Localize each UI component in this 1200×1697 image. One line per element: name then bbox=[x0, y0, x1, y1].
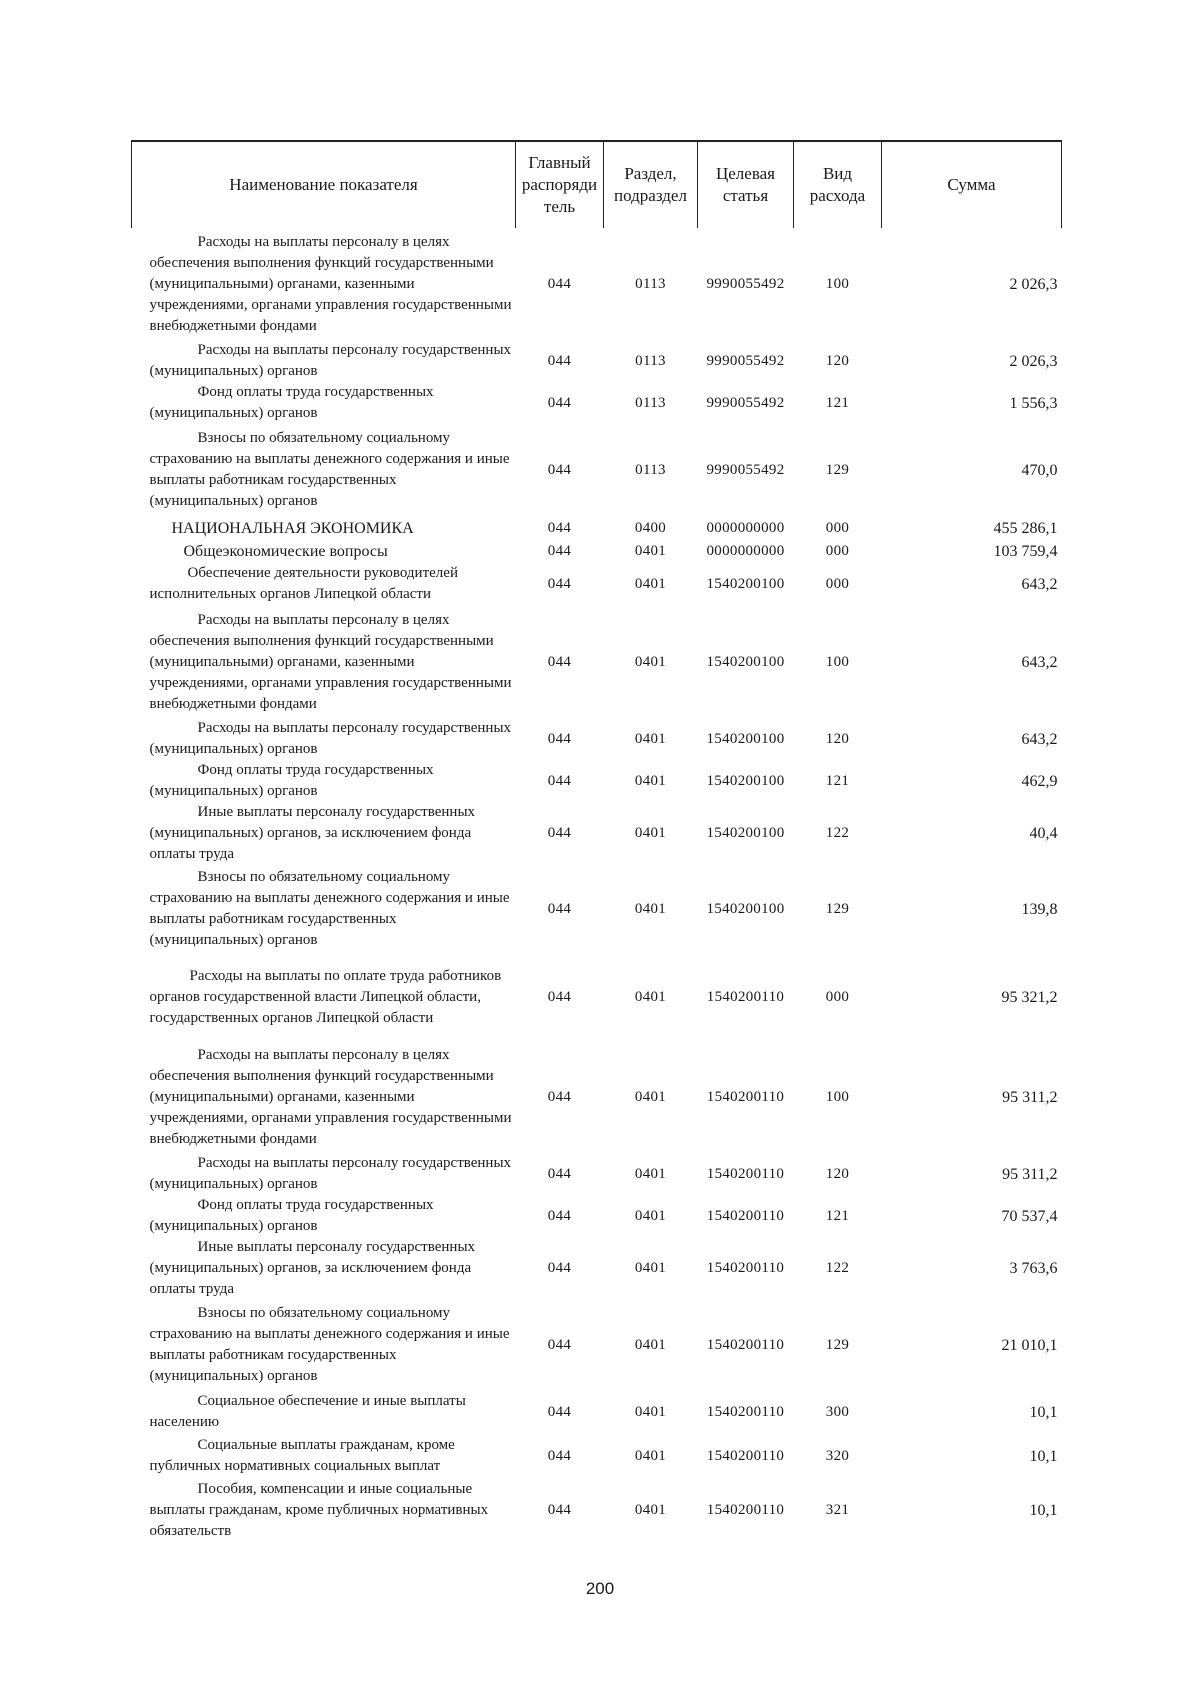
row-kind: 100 bbox=[825, 275, 850, 292]
row-section: 0401 bbox=[634, 1260, 667, 1276]
row-target: 0000000000 bbox=[706, 519, 785, 536]
row-section: 0401 bbox=[634, 1207, 667, 1224]
row-kind: 129 bbox=[825, 1336, 850, 1353]
row-section: 0401 bbox=[634, 730, 667, 747]
table-row bbox=[132, 953, 1062, 1041]
row-name: Обеспечение деятельности руководителей исполнительных органов Липецкой области bbox=[149, 565, 458, 602]
row-target: 1540200110 bbox=[706, 1501, 785, 1518]
row-gr: 044 bbox=[547, 275, 572, 292]
row-name: Расходы на выплаты персоналу государственных (муниципальных) органов bbox=[149, 342, 512, 379]
row-target: 1540200100 bbox=[706, 730, 785, 747]
row-name: Общеэкономические вопросы bbox=[183, 542, 388, 560]
row-target: 9990055492 bbox=[706, 352, 785, 369]
table-row bbox=[132, 865, 1062, 953]
row-name: НАЦИОНАЛЬНАЯ ЭКОНОМИКА bbox=[171, 519, 414, 537]
row-name: Пособия, компенсации и иные социальные выплаты гражданам, кроме публичных нормативных обязательств bbox=[149, 1480, 489, 1539]
budget-table bbox=[131, 140, 1062, 1542]
row-gr: 044 bbox=[547, 772, 572, 789]
row-sum: 40,4 bbox=[1029, 825, 1058, 842]
page-number: 200 bbox=[585, 1579, 615, 1598]
row-kind: 000 bbox=[825, 988, 850, 1005]
row-section: 0113 bbox=[635, 352, 666, 369]
row-name: Расходы на выплаты по оплате труда работников органов государственной власти Липецкой области, государственных органов Липецкой области bbox=[149, 967, 502, 1026]
row-section: 0400 bbox=[634, 519, 667, 536]
table-row bbox=[132, 760, 1062, 802]
table-row bbox=[132, 516, 1062, 540]
row-name: Расходы на выплаты персоналу в целях обеспечения выполнения функций государственными (муниципальными) органами, казенными учреждениями, органами управления государственными внебюджетными фондами bbox=[149, 1046, 512, 1147]
table-row bbox=[132, 1237, 1062, 1300]
row-gr: 044 bbox=[547, 825, 572, 841]
row-section: 0401 bbox=[634, 900, 667, 917]
row-target: 1540200100 bbox=[706, 900, 785, 917]
row-kind: 000 bbox=[825, 519, 850, 536]
row-sum: 2 026,3 bbox=[1009, 352, 1058, 370]
row-kind: 300 bbox=[825, 1403, 850, 1420]
row-gr: 044 bbox=[547, 730, 572, 747]
table-header bbox=[132, 141, 1062, 228]
row-gr: 044 bbox=[547, 394, 572, 411]
row-gr: 044 bbox=[547, 575, 572, 592]
row-kind: 121 bbox=[825, 394, 850, 411]
row-target: 1540200100 bbox=[706, 575, 785, 592]
row-section: 0113 bbox=[635, 275, 666, 292]
row-name: Фонд оплаты труда государственных (муниципальных) органов bbox=[149, 1197, 434, 1234]
row-sum: 95 311,2 bbox=[1002, 1165, 1058, 1183]
header-kind: Вид расхода bbox=[794, 141, 882, 228]
row-gr: 044 bbox=[547, 653, 572, 670]
row-kind: 100 bbox=[825, 653, 850, 670]
row-sum: 103 759,4 bbox=[993, 542, 1058, 560]
row-kind: 120 bbox=[825, 730, 850, 747]
row-name: Взносы по обязательному социальному страхованию на выплаты денежного содержания и иные выплаты работникам государственных (муниципальных) органов bbox=[149, 1305, 510, 1384]
row-gr: 044 bbox=[547, 1336, 572, 1353]
row-target: 1540200110 bbox=[706, 1207, 785, 1224]
row-section: 0401 bbox=[634, 825, 667, 841]
row-gr: 044 bbox=[547, 1447, 572, 1464]
table-row bbox=[132, 340, 1062, 382]
row-section: 0401 bbox=[634, 988, 667, 1005]
header-sum: Сумма bbox=[882, 141, 1062, 228]
row-name: Иные выплаты персоналу государственных (муниципальных) органов, за исключением фонда оплаты труда bbox=[149, 804, 476, 862]
row-gr: 044 bbox=[547, 1260, 572, 1276]
table-row bbox=[132, 802, 1062, 865]
row-kind: 321 bbox=[825, 1501, 850, 1518]
row-kind: 129 bbox=[825, 461, 850, 478]
row-name: Взносы по обязательному социальному страхованию на выплаты денежного содержания и иные выплаты работникам государственных (муниципальных) органов bbox=[149, 430, 510, 509]
row-target: 1540200100 bbox=[706, 772, 785, 789]
row-name: Социальное обеспечение и иные выплаты населению bbox=[149, 1393, 466, 1430]
row-sum: 139,8 bbox=[1021, 900, 1058, 918]
row-section: 0401 bbox=[634, 1088, 667, 1105]
row-name: Фонд оплаты труда государственных (муниципальных) органов bbox=[149, 384, 434, 421]
row-kind: 120 bbox=[825, 1165, 850, 1182]
row-target: 1540200110 bbox=[706, 988, 785, 1005]
row-sum: 462,9 bbox=[1021, 772, 1058, 790]
row-target: 1540200110 bbox=[706, 1088, 785, 1105]
row-section: 0113 bbox=[635, 394, 666, 411]
row-kind: 122 bbox=[825, 825, 850, 841]
row-section: 0113 bbox=[635, 461, 666, 478]
row-gr: 044 bbox=[547, 1403, 572, 1420]
table-row bbox=[132, 562, 1062, 606]
row-sum: 470,0 bbox=[1021, 461, 1058, 479]
row-name: Иные выплаты персоналу государственных (муниципальных) органов, за исключением фонда оплаты труда bbox=[149, 1239, 476, 1297]
row-sum: 10,1 bbox=[1029, 1447, 1058, 1465]
table-row bbox=[132, 382, 1062, 424]
row-kind: 121 bbox=[825, 1207, 850, 1224]
row-kind: 121 bbox=[825, 772, 850, 789]
row-sum: 2 026,3 bbox=[1009, 275, 1058, 293]
row-gr: 044 bbox=[547, 1501, 572, 1518]
table-row bbox=[132, 1153, 1062, 1195]
row-gr: 044 bbox=[547, 988, 572, 1005]
row-sum: 10,1 bbox=[1029, 1501, 1058, 1519]
header-target: Целевая статья bbox=[698, 141, 794, 228]
row-name: Расходы на выплаты персоналу в целях обеспечения выполнения функций государственными (муниципальными) органами, казенными учреждениями, органами управления государственными внебюджетными фондами bbox=[149, 611, 512, 712]
row-target: 1540200110 bbox=[706, 1165, 785, 1182]
row-target: 1540200100 bbox=[706, 653, 785, 670]
table-row bbox=[132, 1041, 1062, 1153]
row-section: 0401 bbox=[634, 772, 667, 789]
row-name: Расходы на выплаты персоналу государственных (муниципальных) органов bbox=[149, 720, 512, 757]
row-target: 1540200110 bbox=[706, 1403, 785, 1420]
row-target: 1540200110 bbox=[706, 1336, 785, 1353]
row-section: 0401 bbox=[634, 575, 667, 592]
row-sum: 643,2 bbox=[1021, 653, 1058, 671]
row-name: Расходы на выплаты персоналу в целях обеспечения выполнения функций государственными (муниципальными) органами, казенными учреждениями, органами управления государственными внебюджетными фондами bbox=[149, 233, 512, 334]
row-kind: 129 bbox=[825, 900, 850, 917]
row-sum: 95 311,2 bbox=[1002, 1088, 1058, 1106]
row-gr: 044 bbox=[547, 1088, 572, 1105]
row-sum: 3 763,6 bbox=[1009, 1260, 1058, 1277]
table-row bbox=[132, 1390, 1062, 1434]
row-section: 0401 bbox=[634, 1336, 667, 1353]
row-section: 0401 bbox=[634, 1447, 667, 1464]
row-section: 0401 bbox=[634, 1501, 667, 1518]
row-section: 0401 bbox=[634, 653, 667, 670]
row-gr: 044 bbox=[547, 352, 572, 369]
row-target: 0000000000 bbox=[706, 542, 785, 559]
table-row bbox=[132, 540, 1062, 562]
row-target: 1540200100 bbox=[706, 825, 785, 841]
row-target: 9990055492 bbox=[706, 275, 785, 292]
row-kind: 122 bbox=[825, 1260, 850, 1276]
row-kind: 000 bbox=[825, 575, 850, 592]
row-target: 1540200110 bbox=[706, 1260, 785, 1276]
row-sum: 643,2 bbox=[1021, 730, 1058, 748]
row-gr: 044 bbox=[547, 542, 572, 559]
header-name: Наименование показателя bbox=[132, 141, 516, 228]
row-target: 1540200110 bbox=[706, 1447, 785, 1464]
row-sum: 70 537,4 bbox=[1001, 1207, 1058, 1225]
table-row bbox=[132, 1195, 1062, 1237]
row-target: 9990055492 bbox=[706, 394, 785, 411]
row-gr: 044 bbox=[547, 1165, 572, 1182]
row-section: 0401 bbox=[634, 542, 667, 559]
table-row bbox=[132, 718, 1062, 760]
header-section: Раздел, подраздел bbox=[604, 141, 698, 228]
row-gr: 044 bbox=[547, 900, 572, 917]
row-sum: 455 286,1 bbox=[993, 519, 1058, 537]
table-row bbox=[132, 606, 1062, 718]
table-row bbox=[132, 424, 1062, 516]
row-sum: 643,2 bbox=[1021, 575, 1058, 593]
table-row bbox=[132, 1300, 1062, 1390]
table-body bbox=[132, 228, 1062, 1542]
header-gr: Главный распоряди тель bbox=[516, 141, 604, 228]
row-section: 0401 bbox=[634, 1165, 667, 1182]
row-kind: 000 bbox=[825, 542, 850, 559]
row-name: Расходы на выплаты персоналу государственных (муниципальных) органов bbox=[149, 1155, 512, 1192]
row-name: Взносы по обязательному социальному страхованию на выплаты денежного содержания и иные выплаты работникам государственных (муниципальных) органов bbox=[149, 869, 510, 948]
table-row bbox=[132, 228, 1062, 340]
row-gr: 044 bbox=[547, 461, 572, 478]
row-sum: 10,1 bbox=[1029, 1403, 1058, 1421]
row-name: Фонд оплаты труда государственных (муниципальных) органов bbox=[149, 762, 434, 799]
row-sum: 21 010,1 bbox=[1001, 1336, 1058, 1354]
row-kind: 320 bbox=[825, 1447, 850, 1464]
table-row bbox=[132, 1434, 1062, 1478]
row-section: 0401 bbox=[634, 1403, 667, 1420]
row-sum: 1 556,3 bbox=[1009, 394, 1058, 412]
row-name: Социальные выплаты гражданам, кроме публичных нормативных социальных выплат bbox=[149, 1437, 455, 1474]
row-kind: 100 bbox=[825, 1088, 850, 1105]
table-row bbox=[132, 1478, 1062, 1542]
row-sum: 95 321,2 bbox=[1001, 988, 1058, 1006]
row-gr: 044 bbox=[547, 1207, 572, 1224]
row-kind: 120 bbox=[825, 352, 850, 369]
row-target: 9990055492 bbox=[706, 461, 785, 478]
row-gr: 044 bbox=[547, 519, 572, 536]
